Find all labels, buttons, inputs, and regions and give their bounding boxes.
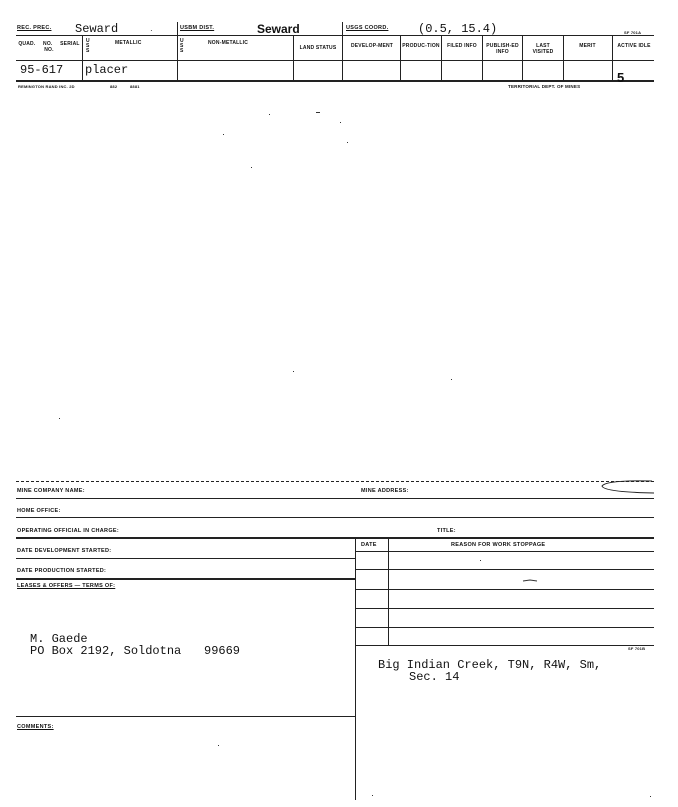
owner-address: PO Box 2192, Soldotna [30,644,182,658]
divider [441,36,442,80]
leases-offers-label: LEASES & OFFERS — TERMS OF: [17,583,116,589]
usgs-coord-value: (0.5, 15.4) [418,22,498,36]
form-code-bottom: SF 701B [628,646,646,651]
divider [342,22,343,80]
metallic-value: placer [85,63,129,77]
line [16,716,355,717]
operating-official-label: OPERATING OFFICIAL IN CHARGE: [17,528,119,534]
line [16,558,355,559]
line [355,645,654,646]
line [355,627,654,628]
department-name: TERRITORIAL DEPT. OF MINES [508,84,581,89]
active-idle-value: 5 [617,70,625,85]
pen-mark [522,578,538,584]
line [355,589,654,590]
speck [251,167,252,168]
date-column-header: DATE [361,542,377,548]
col-quad-serial-header: QUAD. NO. SERIAL NO. [18,41,80,53]
divider [522,36,523,80]
divider [355,537,356,800]
divider [612,36,613,80]
divider [177,22,178,80]
speck [269,114,270,115]
printer-code-1: 882 [110,84,118,89]
col-filed-info-header: FILED INFO [447,43,477,49]
record-bottom-line [16,80,654,82]
mine-address-label: MINE ADDRESS: [361,488,409,494]
line [16,498,654,499]
line [16,517,654,518]
rec-prec-label: REC. PREC. [17,25,52,31]
line [16,578,355,580]
col-development-header: DEVELOP-MENT [350,43,394,49]
line [355,551,654,552]
usbm-dist-value: Seward [257,22,300,36]
divider [482,36,483,80]
speck [59,418,60,419]
rec-prec-value: Seward [75,22,119,36]
comments-label: COMMENTS: [17,724,54,730]
usgs-coord-label: USGS COORD. [346,25,389,31]
col-published-info-header: PUBLISH-ED INFO [486,43,519,55]
speck [372,795,373,796]
col-merit-header: MERIT [579,43,596,49]
col-last-visited-header: LAST VISITED [532,43,554,55]
divider [82,36,83,80]
col-uss-nonmetallic: U S S [180,38,184,54]
usbm-dist-label: USBM DIST. [180,25,215,31]
speck [340,122,341,123]
speck [451,379,452,380]
printer-code-2: 8881 [130,84,140,89]
home-office-label: HOME OFFICE: [17,508,61,514]
line [355,569,654,570]
speck [223,134,224,135]
col-metallic-header: METALLIC [115,40,142,46]
divider [293,36,294,80]
form-corner-curve [596,478,656,496]
reason-column-header: REASON FOR WORK STOPPAGE [451,542,546,548]
printer-mark: REMINGTON RAND INC. 2D [18,84,75,89]
col-land-status-header: LAND STATUS [299,45,337,51]
divider [400,36,401,80]
date-development-label: DATE DEVELOPMENT STARTED: [17,548,112,554]
location-line-1: Big Indian Creek, T9N, R4W, Sm, [378,658,602,672]
title-label: TITLE: [437,528,456,534]
owner-name: M. Gaede [30,632,88,646]
col-active-idle-header: ACTIVE IDLE [617,43,651,49]
quad-serial-value: 95-617 [20,63,64,77]
owner-zip: 99669 [204,644,241,658]
speck [480,560,481,561]
col-production-header: PRODUC-TION [402,43,440,49]
speck [347,142,348,143]
date-production-label: DATE PRODUCTION STARTED: [17,568,107,574]
speck [218,745,219,746]
mine-company-name-label: MINE COMPANY NAME: [17,488,85,494]
divider [388,537,389,645]
rec-prec-mark: · [150,26,153,35]
col-uss-metallic: U S S [86,38,90,54]
location-line-2: Sec. 14 [409,670,460,684]
speck [650,796,651,797]
header-row-line [16,60,654,61]
tear-line [16,481,654,482]
line [16,537,654,539]
speck [316,112,320,113]
speck [293,371,294,372]
divider [563,36,564,80]
col-nonmetallic-header: NON-METALLIC [208,40,249,46]
form-code-top: SF 701A [624,30,642,35]
line [355,608,654,609]
